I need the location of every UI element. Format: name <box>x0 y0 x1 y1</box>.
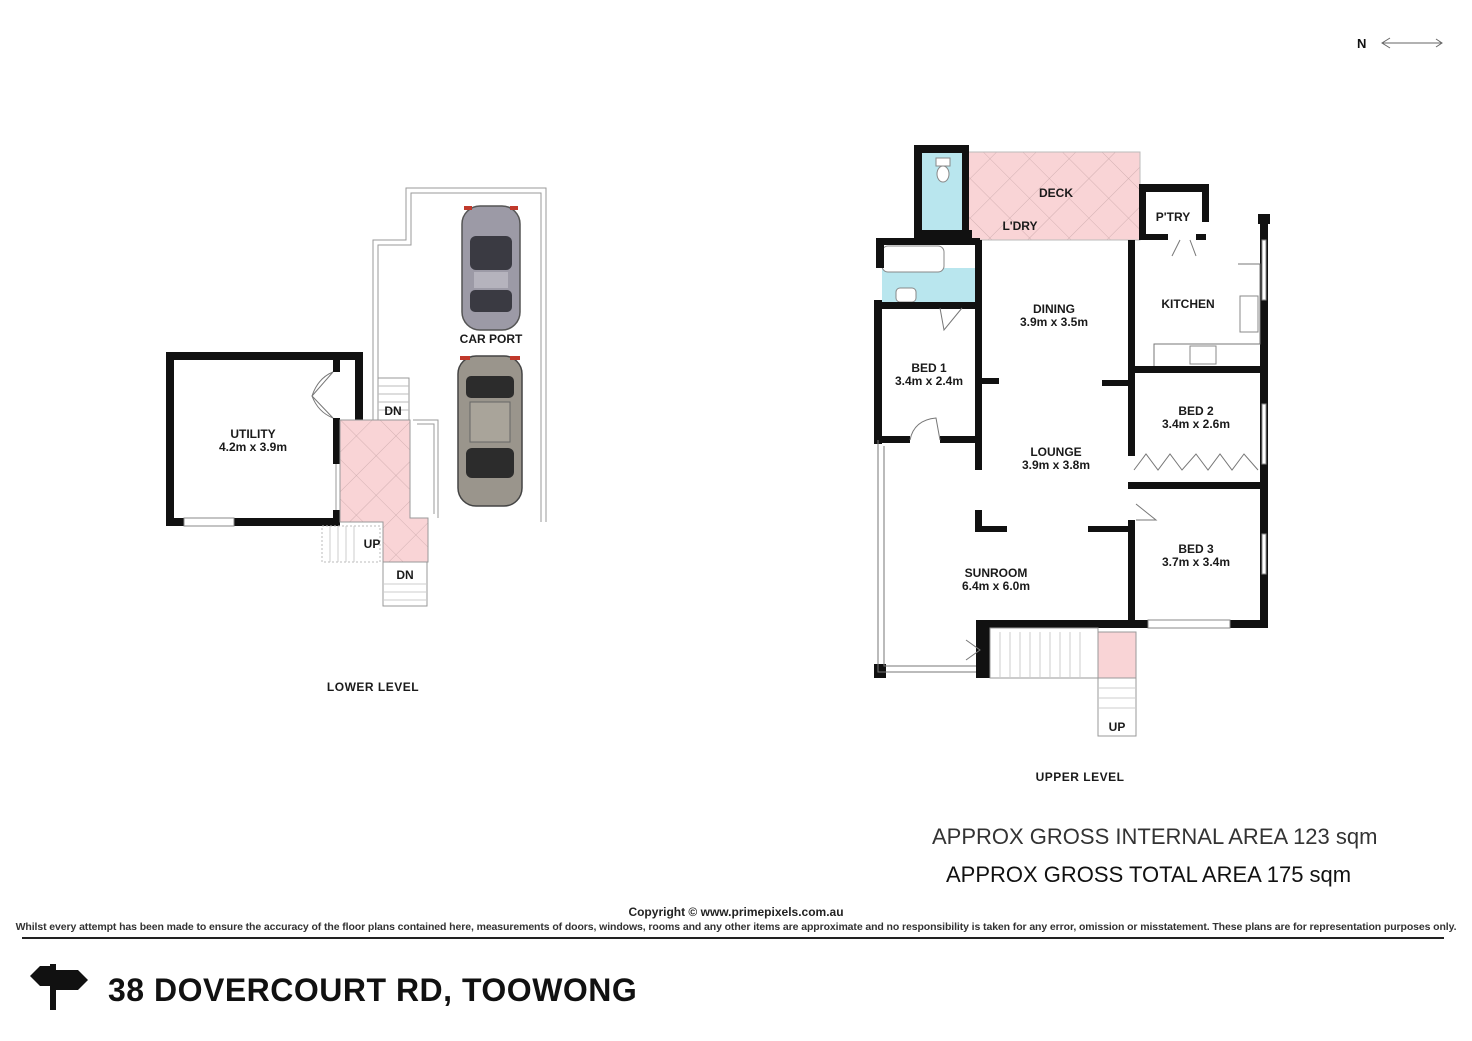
deck-label: DECK <box>1038 186 1074 200</box>
car-icon <box>462 206 520 330</box>
internal-area-text: APPROX GROSS INTERNAL AREA 123 sqm <box>932 824 1378 849</box>
pantry-label: P'TRY <box>1155 210 1191 224</box>
dining-label: DINING <box>1033 302 1075 316</box>
bed2-dims: 3.4m x 2.6m <box>1161 417 1231 431</box>
utility-label: UTILITY <box>230 427 276 441</box>
lower-level <box>166 188 546 694</box>
lounge-dims: 3.9m x 3.8m <box>1021 458 1091 472</box>
laundry-label: L'DRY <box>1002 219 1038 233</box>
footer-divider <box>22 937 1444 939</box>
kitchen-label: KITCHEN <box>1161 297 1215 311</box>
upper-level <box>874 145 1270 784</box>
lower-level-title: LOWER LEVEL <box>326 680 420 694</box>
upper-level-title: UPPER LEVEL <box>1035 770 1125 784</box>
bed2-label: BED 2 <box>1178 404 1214 418</box>
copyright-text: Copyright © www.primepixels.com.au <box>628 905 844 919</box>
north-arrow-icon <box>1356 34 1448 54</box>
stair-up-label: UP <box>1108 720 1126 734</box>
dining-dims: 3.9m x 3.5m <box>1019 315 1089 329</box>
north-label: N <box>1357 36 1367 51</box>
bed3-label: BED 3 <box>1178 542 1214 556</box>
stair-up-label: UP <box>363 537 381 551</box>
lounge-label: LOUNGE <box>1030 445 1082 459</box>
bed1-label: BED 1 <box>911 361 947 375</box>
stair-dn-label: DN <box>396 568 414 582</box>
car-port-label: CAR PORT <box>459 332 523 346</box>
utility-dims: 4.2m x 3.9m <box>218 440 288 454</box>
stair-dn-label: DN <box>384 404 402 418</box>
disclaimer-text: Whilst every attempt has been made to ensure the accuracy of the floor plans contained here, measurements of doors, windows, rooms and any other items are approximate and no responsibility is taken for any error, omission or misstatement. These plans are for representation purposes only. <box>15 921 1457 933</box>
signpost-icon <box>30 962 88 1012</box>
bed3-dims: 3.7m x 3.4m <box>1161 555 1231 569</box>
property-address: 38 DOVERCOURT RD, TOOWONG <box>108 972 638 1008</box>
sunroom-label: SUNROOM <box>964 566 1028 580</box>
sunroom-dims: 6.4m x 6.0m <box>961 579 1031 593</box>
bed1-dims: 3.4m x 2.4m <box>894 374 964 388</box>
total-area-text: APPROX GROSS TOTAL AREA 175 sqm <box>946 862 1352 887</box>
car-icon <box>458 356 522 506</box>
